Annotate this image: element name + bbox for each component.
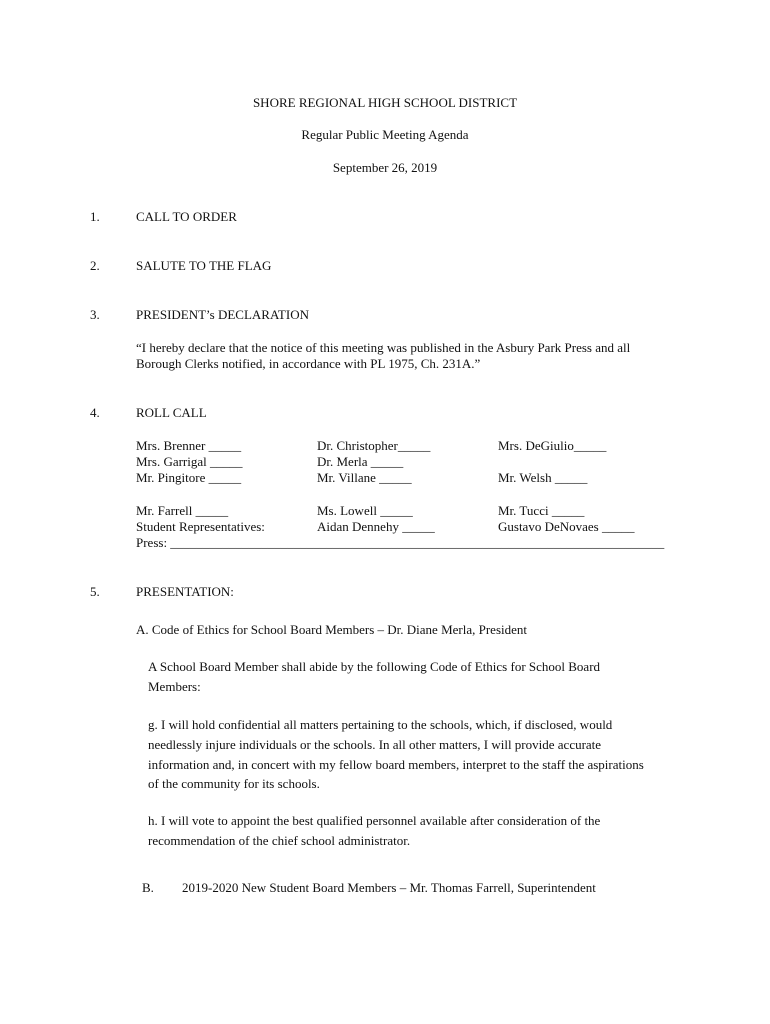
item-presidents-declaration: PRESIDENT’s DECLARATION: [136, 307, 309, 322]
ethics-h-line: recommendation of the chief school administrator.: [148, 833, 411, 848]
ethics-intro-line: Members:: [148, 679, 201, 694]
declaration-line: “I hereby declare that the notice of this meeting was published in the Asbury Park Press and all: [136, 340, 631, 355]
item-presentation: PRESENTATION:: [136, 584, 234, 599]
student-representatives-label: Student Representatives:: [136, 519, 265, 534]
roll-call-member: Mr. Pingitore _____: [136, 470, 242, 485]
ethics-intro-line: A School Board Member shall abide by the following Code of Ethics for School Board: [148, 659, 601, 674]
roll-call-member: Mr. Tucci _____: [498, 503, 585, 518]
district-title: SHORE REGIONAL HIGH SCHOOL DISTRICT: [252, 95, 518, 110]
roll-call-member: Dr. Christopher_____: [317, 438, 431, 453]
ethics-g-line: needlessly injure individuals or the schools. In all other matters, I will provide accurate: [148, 737, 602, 752]
agenda-title: Regular Public Meeting Agenda: [301, 127, 469, 142]
item-salute-flag: SALUTE TO THE FLAG: [136, 258, 272, 273]
ethics-g-line: g. I will hold confidential all matters pertaining to the schools, which, if disclosed, would: [148, 717, 613, 732]
item-number: 3.: [90, 307, 100, 322]
roll-call-member: Mr. Farrell _____: [136, 503, 229, 518]
roll-call-member: Mrs. Brenner _____: [136, 438, 242, 453]
presentation-a-title: A. Code of Ethics for School Board Members – Dr. Diane Merla, President: [136, 622, 528, 637]
presentation-b-title: 2019-2020 New Student Board Members – Mr. Thomas Farrell, Superintendent: [182, 880, 596, 895]
item-call-to-order: CALL TO ORDER: [136, 209, 237, 224]
item-number: 1.: [90, 209, 100, 224]
presentation-b-label: B.: [142, 880, 154, 895]
roll-call-member: Dr. Merla _____: [317, 454, 404, 469]
ethics-g-line: information and, in concert with my fellow board members, interpret to the staff the aspirations: [148, 757, 644, 772]
roll-call-member: Ms. Lowell _____: [317, 503, 413, 518]
roll-call-member: Gustavo DeNovaes _____: [498, 519, 635, 534]
item-number: 4.: [90, 405, 100, 420]
declaration-line: Borough Clerks notified, in accordance with PL 1975, Ch. 231A.”: [136, 356, 481, 371]
item-roll-call: ROLL CALL: [136, 405, 207, 420]
roll-call-member: Mrs. DeGiulio_____: [498, 438, 607, 453]
item-number: 2.: [90, 258, 100, 273]
press-line: Press: ____________________________________________________________________________: [136, 535, 665, 550]
roll-call-member: Mrs. Garrigal _____: [136, 454, 243, 469]
roll-call-member: Mr. Welsh _____: [498, 470, 588, 485]
roll-call-member: Mr. Villane _____: [317, 470, 412, 485]
ethics-h-line: h. I will vote to appoint the best qualified personnel available after consideration of the: [148, 813, 601, 828]
item-number: 5.: [90, 584, 100, 599]
roll-call-member: Aidan Dennehy _____: [317, 519, 435, 534]
meeting-date: September 26, 2019: [332, 160, 438, 175]
ethics-g-line: of the community for its schools.: [148, 776, 320, 791]
